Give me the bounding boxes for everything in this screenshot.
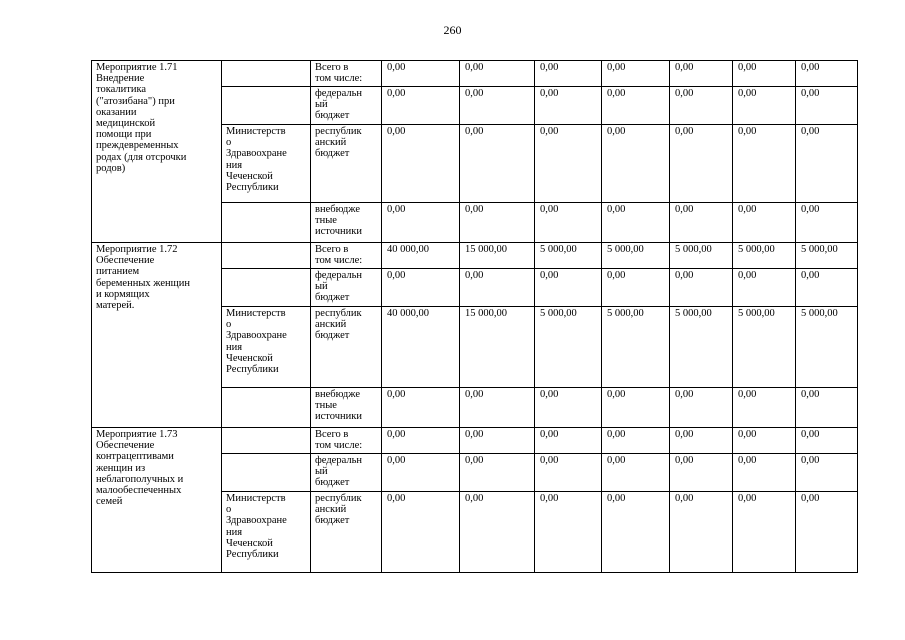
- amount-cell: 0,00: [796, 87, 858, 125]
- amount-cell: 0,00: [460, 454, 535, 492]
- amount-cell: 0,00: [733, 203, 796, 243]
- amount-cell: 0,00: [602, 388, 670, 428]
- amount-cell: 0,00: [670, 61, 733, 87]
- amount-cell: 5 000,00: [733, 243, 796, 269]
- table-body: [92, 61, 858, 573]
- funding-source-cell: Всего в том числе:: [311, 243, 382, 269]
- empty-executor-cell: [222, 269, 311, 307]
- amount-cell: 5 000,00: [535, 307, 602, 388]
- funding-source-cell: внебюдже тные источники: [311, 203, 382, 243]
- amount-cell: 0,00: [382, 125, 460, 203]
- empty-executor-cell: [222, 61, 311, 87]
- amount-cell: 0,00: [733, 492, 796, 573]
- amount-cell: 0,00: [733, 269, 796, 307]
- amount-cell: 0,00: [796, 203, 858, 243]
- amount-cell: 0,00: [602, 61, 670, 87]
- amount-cell: 15 000,00: [460, 307, 535, 388]
- table-row: [92, 61, 858, 87]
- amount-cell: 0,00: [382, 388, 460, 428]
- amount-cell: 0,00: [796, 269, 858, 307]
- amount-cell: 0,00: [796, 388, 858, 428]
- amount-cell: 0,00: [796, 492, 858, 573]
- amount-cell: 0,00: [733, 428, 796, 454]
- amount-cell: 5 000,00: [796, 243, 858, 269]
- funding-source-cell: Всего в том числе:: [311, 61, 382, 87]
- table-row: [92, 243, 858, 269]
- empty-executor-cell: [222, 428, 311, 454]
- event-name-cell: Мероприятие 1.73 Обеспечение контрацептивами женщин из неблагополучных и малообеспеченных семей: [92, 428, 222, 573]
- event-name-cell: Мероприятие 1.71 Внедрение токалитика ("атозибана") при оказании медицинской помощи при преждевременных родах (для отсрочки родов): [92, 61, 222, 243]
- amount-cell: 0,00: [460, 269, 535, 307]
- table-row: [92, 428, 858, 454]
- amount-cell: 0,00: [535, 388, 602, 428]
- funding-source-cell: федеральн ый бюджет: [311, 87, 382, 125]
- empty-executor-cell: [222, 388, 311, 428]
- amount-cell: 0,00: [382, 269, 460, 307]
- amount-cell: 0,00: [382, 492, 460, 573]
- budget-table: [91, 60, 858, 573]
- amount-cell: 5 000,00: [602, 243, 670, 269]
- amount-cell: 5 000,00: [670, 243, 733, 269]
- amount-cell: 0,00: [535, 269, 602, 307]
- amount-cell: 0,00: [670, 428, 733, 454]
- amount-cell: 0,00: [535, 125, 602, 203]
- amount-cell: 5 000,00: [670, 307, 733, 388]
- amount-cell: 0,00: [670, 388, 733, 428]
- amount-cell: 40 000,00: [382, 243, 460, 269]
- funding-source-cell: республик анский бюджет: [311, 125, 382, 203]
- amount-cell: 0,00: [602, 492, 670, 573]
- amount-cell: 0,00: [382, 87, 460, 125]
- executor-cell: Министерств о Здравоохране ния Чеченской Республики: [222, 307, 311, 388]
- amount-cell: 0,00: [670, 269, 733, 307]
- amount-cell: 0,00: [602, 125, 670, 203]
- funding-source-cell: республик анский бюджет: [311, 307, 382, 388]
- amount-cell: 0,00: [602, 203, 670, 243]
- amount-cell: 0,00: [733, 388, 796, 428]
- amount-cell: 0,00: [535, 428, 602, 454]
- amount-cell: 0,00: [796, 428, 858, 454]
- event-name-cell: Мероприятие 1.72 Обеспечение питанием беременных женщин и кормящих матерей.: [92, 243, 222, 428]
- amount-cell: 0,00: [733, 61, 796, 87]
- amount-cell: 0,00: [382, 428, 460, 454]
- amount-cell: 0,00: [670, 87, 733, 125]
- amount-cell: 0,00: [733, 454, 796, 492]
- amount-cell: 5 000,00: [733, 307, 796, 388]
- amount-cell: 0,00: [602, 454, 670, 492]
- amount-cell: 0,00: [460, 428, 535, 454]
- funding-source-cell: республик анский бюджет: [311, 492, 382, 573]
- funding-source-cell: Всего в том числе:: [311, 428, 382, 454]
- amount-cell: 0,00: [733, 125, 796, 203]
- amount-cell: 0,00: [602, 428, 670, 454]
- amount-cell: 0,00: [796, 454, 858, 492]
- amount-cell: 15 000,00: [460, 243, 535, 269]
- amount-cell: 0,00: [670, 203, 733, 243]
- amount-cell: 0,00: [460, 388, 535, 428]
- amount-cell: 0,00: [535, 61, 602, 87]
- page-number: 260: [443, 23, 462, 37]
- empty-executor-cell: [222, 203, 311, 243]
- funding-source-cell: внебюдже тные источники: [311, 388, 382, 428]
- amount-cell: 0,00: [460, 125, 535, 203]
- funding-source-cell: федеральн ый бюджет: [311, 454, 382, 492]
- amount-cell: 0,00: [535, 492, 602, 573]
- amount-cell: 0,00: [670, 492, 733, 573]
- amount-cell: 0,00: [602, 269, 670, 307]
- amount-cell: 0,00: [796, 61, 858, 87]
- amount-cell: 0,00: [670, 454, 733, 492]
- amount-cell: 0,00: [670, 125, 733, 203]
- amount-cell: 0,00: [382, 203, 460, 243]
- amount-cell: 0,00: [460, 203, 535, 243]
- amount-cell: 0,00: [460, 492, 535, 573]
- amount-cell: 40 000,00: [382, 307, 460, 388]
- amount-cell: 0,00: [382, 454, 460, 492]
- amount-cell: 0,00: [535, 454, 602, 492]
- funding-source-cell: федеральн ый бюджет: [311, 269, 382, 307]
- empty-executor-cell: [222, 87, 311, 125]
- amount-cell: 5 000,00: [535, 243, 602, 269]
- executor-cell: Министерств о Здравоохране ния Чеченской Республики: [222, 125, 311, 203]
- amount-cell: 0,00: [535, 87, 602, 125]
- amount-cell: 5 000,00: [602, 307, 670, 388]
- executor-cell: Министерств о Здравоохране ния Чеченской Республики: [222, 492, 311, 573]
- amount-cell: 0,00: [460, 61, 535, 87]
- empty-executor-cell: [222, 454, 311, 492]
- empty-executor-cell: [222, 243, 311, 269]
- amount-cell: 0,00: [602, 87, 670, 125]
- amount-cell: 0,00: [796, 125, 858, 203]
- amount-cell: 0,00: [535, 203, 602, 243]
- amount-cell: 0,00: [733, 87, 796, 125]
- amount-cell: 5 000,00: [796, 307, 858, 388]
- amount-cell: 0,00: [460, 87, 535, 125]
- amount-cell: 0,00: [382, 61, 460, 87]
